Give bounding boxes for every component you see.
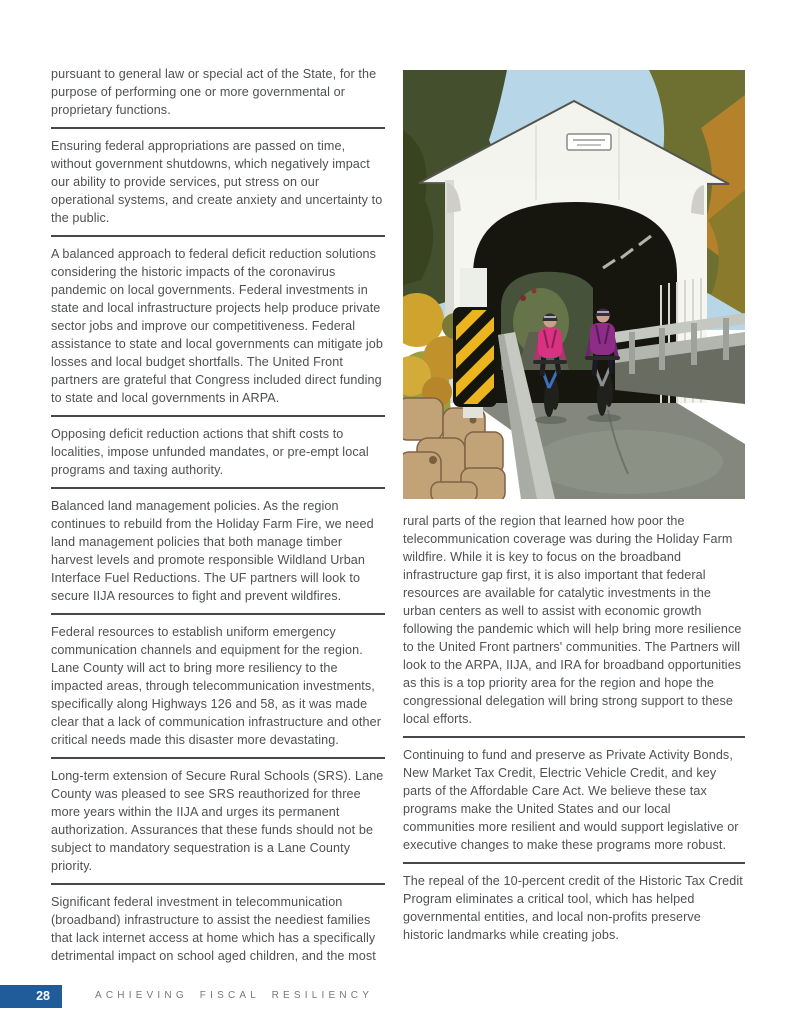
body-paragraph: Ensuring federal appropriations are passed on time, without government shutdowns, which negatively impact our ability to provide services, put stress on our operational systems, and create anxiety and uncertainty to the public. — [51, 139, 383, 225]
divider — [51, 757, 385, 759]
body-paragraph: Continuing to fund and preserve as Private Activity Bonds, New Market Tax Credit, Electric Vehicle Credit, and key parts of the Affordable Care Act. We believe these tax programs make the United States and our local communities more resilient and would support legislative or executive changes to make these programs more robust. — [403, 748, 739, 852]
left-column — [51, 65, 385, 973]
body-paragraph: Balanced land management policies. As the region continues to rebuild from the Holiday Farm Fire, we need land management policies that both manage timber harvest levels and promote responsible Wildland Urban Interface Fuel Reductions. The UF partners will look to secure IIJA resources to fight and prevent wildfires. — [51, 499, 374, 603]
body-paragraph: Significant federal investment in telecommunication (broadband) infrastructure to assist the neediest families that lack internet access at home which has a specifically detrimental impact on school aged children, and the most — [51, 895, 376, 963]
body-paragraph: Opposing deficit reduction actions that shift costs to localities, impose unfunded mandates, or pre-empt local programs and taxing authority. — [51, 427, 369, 477]
divider — [51, 487, 385, 489]
divider — [403, 736, 745, 738]
divider — [51, 883, 385, 885]
footer-title: ACHIEVING FISCAL RESILIENCY — [95, 990, 374, 1001]
divider — [51, 127, 385, 129]
page-number-badge: 28 — [0, 985, 62, 1008]
body-paragraph: pursuant to general law or special act of the State, for the purpose of performing one or more governmental or proprietary functions. — [51, 67, 377, 117]
divider — [51, 415, 385, 417]
body-paragraph: The repeal of the 10-percent credit of the Historic Tax Credit Program eliminates a critical tool, which has helped governmental entities, and local non-profits preserve historic landmarks while creating jobs. — [403, 874, 743, 942]
right-column — [403, 70, 745, 952]
divider — [51, 613, 385, 615]
divider — [51, 235, 385, 237]
body-paragraph: A balanced approach to federal deficit reduction solutions considering the historic impacts of the coronavirus pandemic on local governments. Federal investments in state and local infrastructure projects help produce private sector jobs and improve our competitiveness. Federal assistance to state and local governments can mitigate job losses and local budget shortfalls. The United Front partners are grateful that Congress included direct funding to state and local governments in ARPA. — [51, 247, 384, 405]
body-paragraph: rural parts of the region that learned how poor the telecommunication coverage was during the Holiday Farm wildfire. While it is key to focus on the broadband infrastructure gap first, it is also important that federal resources are available for catalytic investments in the urban centers as well to assist with economic growth following the pandemic which will help bring more resilience to the United Front partners' communities. The Partners will look to the ARPA, IIJA, and IRA for broadband opportunities as this is a top priority area for the region and hope the congressional delegation will bring strong support to these local efforts. — [403, 514, 742, 726]
covered-bridge-photo — [403, 70, 745, 499]
divider — [403, 862, 745, 864]
body-paragraph: Long-term extension of Secure Rural Schools (SRS). Lane County was pleased to see SRS reauthorized for three more years within the IIJA and urges its permanent authorization. Assurances that these funds should not be subject to mandatory sequestration is a Lane County priority. — [51, 769, 384, 873]
body-paragraph: Federal resources to establish uniform emergency communication channels and equipment for the region. Lane County will act to bring more resiliency to the impacted areas, through telecommunication investments, specifically along Highways 126 and 58, as it was made clear that a lack of communication infrastructure and other critical needs made this disaster more devastating. — [51, 625, 381, 747]
